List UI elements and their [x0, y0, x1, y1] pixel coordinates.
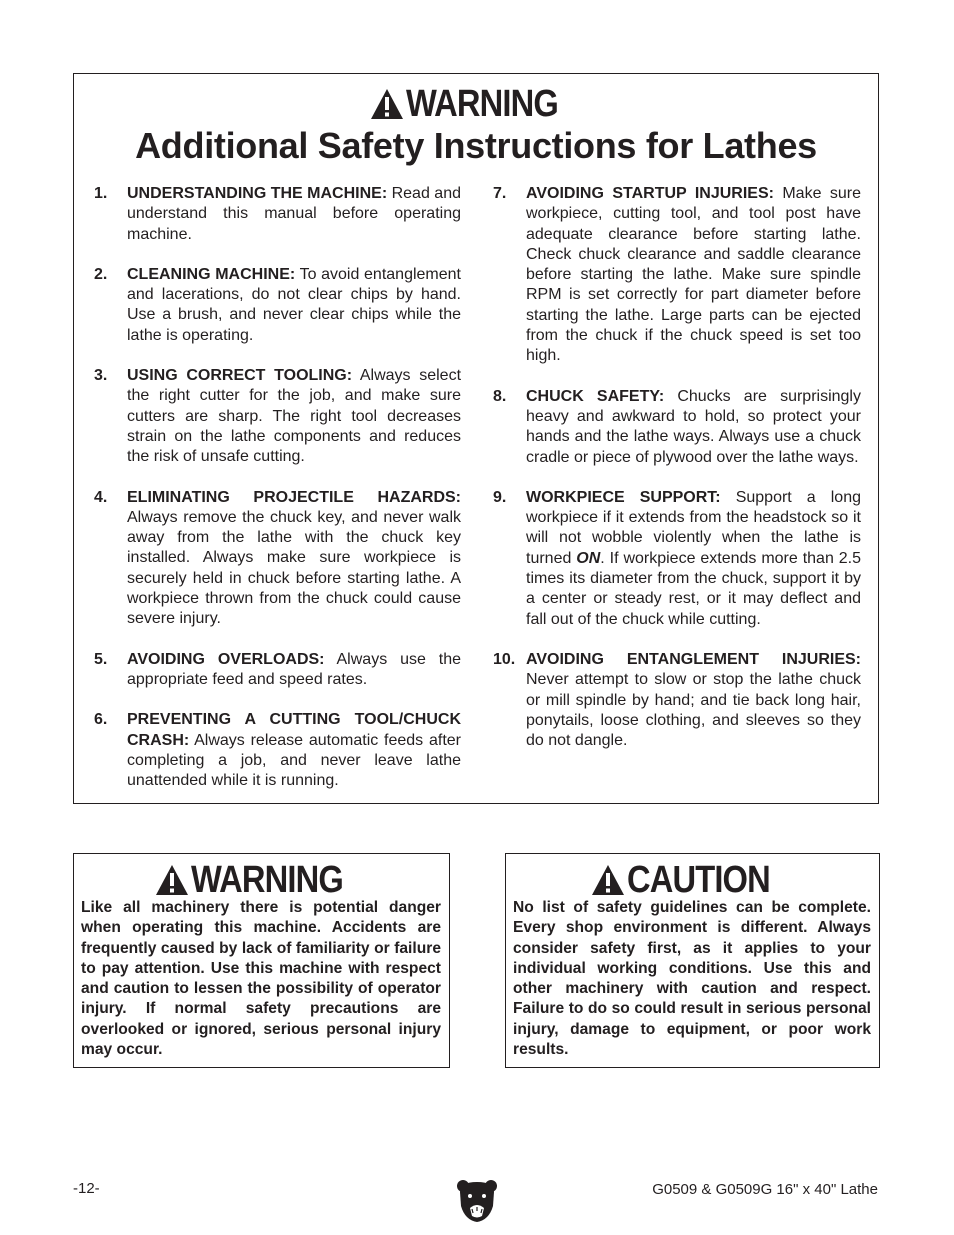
warning-signal-word: WARNING — [191, 859, 344, 901]
item-number: 8. — [493, 387, 507, 405]
warning-signal-word: WARNING — [405, 83, 558, 125]
item-body: Make sure workpiece, cutting tool, and tool post have adequate clearance before starting lathe. Check chuck clearance and saddle clearance before starting the lathe. Make sure spindle RPM is set correctly for part diameter before starting the lathe. Large parts can be ejected from the chuck if the chuck speed is set too high. — [526, 185, 861, 365]
item-text — [127, 650, 461, 691]
warning-triangle-icon — [370, 88, 404, 120]
item-body: Never attempt to slow or stop the lathe chuck or mill spindle by hand; and tie back long hair, ponytails, loose clothing, and sleeves so they do not dangle. — [526, 671, 861, 750]
item-heading: USING CORRECT TOOLING: — [127, 367, 353, 385]
item-heading: CLEANING MACHINE: — [127, 265, 296, 283]
item-number: 5. — [94, 650, 108, 668]
warning-header — [74, 84, 878, 124]
item-body: Support a long workpiece if it extends from the headstock so it will not wobble violently when the lathe is turned — [526, 488, 862, 567]
instruction-item — [94, 650, 461, 691]
instruction-item — [493, 650, 861, 751]
item-body: Read and understand this manual before operating machine. — [127, 185, 461, 243]
warning-triangle-icon — [155, 864, 189, 896]
item-heading: ELIMINATING PROJECTILE HAZARDS: — [127, 488, 461, 506]
item-text — [526, 387, 861, 468]
item-heading: AVOIDING STARTUP INJURIES: — [526, 185, 774, 202]
caution-text: No list of safety guidelines can be complete. Every shop environment is different. Always consider safety first, as it applies to your individual working conditions. Use this and other machinery with caution and respect. Failure to do so could result in serious personal injury, damage to equipment, or poor work results. — [513, 899, 871, 1059]
model-title: G0509 & G0509G 16" x 40" Lathe — [652, 1181, 878, 1198]
item-number: 7. — [493, 185, 507, 202]
item-body: Always select the right cutter for the job, and make sure cutters are sharp. The right tool decreases strain on the lathe components and reduces the risk of unsafe cutting. — [127, 367, 462, 466]
instruction-item — [94, 488, 461, 630]
item-heading: WORKPIECE SUPPORT: — [526, 488, 721, 506]
item-body: Chucks are surprisingly heavy and awkward to hold, so protect your hands and the lathe ways. Always use a chuck cradle or piece of plywood over the lathe ways. — [526, 387, 861, 466]
item-body: Always remove the chuck key, and never walk away from the lathe with the chuck key installed. Always make sure workpiece is securely held in chuck before starting lathe. A workpiece thrown from the chuck could cause severe injury. — [127, 508, 461, 628]
instruction-item — [94, 710, 461, 791]
item-text — [127, 710, 461, 791]
instruction-item — [94, 265, 461, 346]
page-title: Additional Safety Instructions for Lathes — [135, 125, 817, 166]
warning-triangle-icon — [591, 864, 625, 896]
instruction-item — [94, 366, 461, 467]
item-text — [526, 650, 861, 751]
caution-signal-word: CAUTION — [627, 859, 771, 901]
item-number: 9. — [493, 488, 507, 506]
item-text — [127, 265, 461, 346]
item-text — [526, 184, 861, 367]
item-number: 10. — [493, 650, 516, 668]
item-number: 6. — [94, 711, 108, 729]
item-text — [127, 184, 461, 245]
instruction-item — [493, 184, 861, 367]
item-number: 4. — [94, 488, 108, 506]
item-body: . If workpiece extends more than 2.5 times its diameter from the chuck, support it by a center or steady rest, or it may deflect and fall out of the chuck while cutting. — [526, 549, 861, 628]
item-body: To avoid entanglement and lacerations, do not clear chips by hand. Use a brush, and never clear chips while the lathe is operating. — [127, 265, 461, 344]
item-emphasis: ON — [576, 549, 601, 567]
item-number: 1. — [94, 185, 108, 202]
caution-header — [506, 860, 879, 900]
instruction-item — [493, 488, 861, 630]
item-heading: CHUCK SAFETY: — [526, 387, 665, 405]
page-number: -12- — [73, 1180, 100, 1197]
general-warning-box — [73, 853, 450, 1068]
item-text — [526, 488, 861, 630]
item-number: 3. — [94, 367, 108, 385]
instruction-item — [94, 184, 461, 245]
warning-text: Like all machinery there is potential danger when operating this machine. Accidents are frequently caused by lack of familiarity or failure to pay attention. Use this machine with respect and caution to lessen the possibility of operator injury. If normal safety precautions are overlooked or ignored, serious personal injury may occur. — [81, 899, 441, 1059]
item-body: Always use the appropriate feed and speed rates. — [127, 650, 462, 688]
item-heading: UNDERSTANDING THE MACHINE: — [127, 185, 388, 202]
instruction-item — [493, 387, 861, 468]
warning-header — [74, 860, 449, 900]
instructions-left-column — [94, 184, 461, 811]
item-body: Always release automatic feeds after completing a job, and never leave lathe unattended while it is running. — [127, 731, 461, 790]
instructions-right-column — [493, 184, 861, 771]
general-caution-box — [505, 853, 880, 1068]
item-heading: AVOIDING OVERLOADS: — [127, 650, 325, 668]
item-heading: AVOIDING ENTANGLEMENT INJURIES: — [526, 650, 861, 668]
item-heading: PREVENTING A CUTTING TOOL/CHUCK CRASH: — [127, 711, 461, 749]
item-number: 2. — [94, 265, 108, 283]
safety-instructions-box — [73, 73, 879, 804]
bear-head-icon — [456, 1178, 498, 1223]
item-text — [127, 366, 461, 467]
item-text — [127, 488, 461, 630]
